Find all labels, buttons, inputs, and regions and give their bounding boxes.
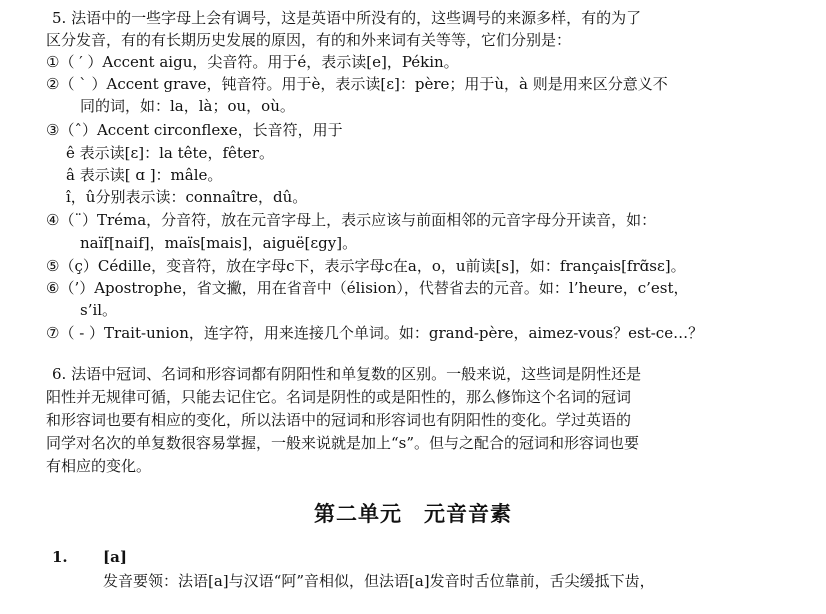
text-line: 有相应的变化。 (46, 457, 152, 475)
text-line: 同学对名次的单复数很容易掌握，一般来说就是加上“s”。但与之配合的冠词和形容词也要 (46, 434, 640, 452)
text-line: ê 表示读[ɛ]：la tête，fêter。 (66, 144, 274, 162)
text-line: 5. 法语中的一些字母上会有调号，这是英语中所没有的，这些调号的来源多样，有的为了 (52, 9, 642, 27)
item-description: 发音要领：法语[a]与汉语“阿”音相似，但法语[a]发音时舌位靠前，舌尖缓抵下齿， (103, 572, 655, 590)
text-line: ⑦（ - ）Trait-union，连字符，用来连接几个单词。如：grand-père，aimez-vous？est-ce…？ (46, 324, 704, 342)
item-number: 1. (52, 548, 68, 566)
text-line: ②（ ` ）Accent grave，钝音符。用于è，表示读[ɛ]：père；用于ù，à 则是用来区分意义不 (46, 75, 668, 93)
text-line: ①（ ′ ）Accent aigu，尖音符。用于é，表示读[e]，Pékin。 (46, 53, 459, 71)
item-heading: [a] (103, 548, 127, 566)
text-line: 同的词，如：la，là；ou，où。 (80, 97, 295, 115)
unit-title: 第二单元 元音音素 (314, 501, 512, 526)
text-line: 6. 法语中冠词、名词和形容词都有阴阳性和单复数的区别。一般来说，这些词是阴性还是 (52, 365, 642, 383)
text-line: ⑥（’）Apostrophe，省文撇，用在省音中（élision），代替省去的元音。如：l’heure，c’est， (46, 279, 689, 297)
text-line: s’il。 (80, 301, 118, 319)
text-line: ③（ˆ）Accent circonflexe，长音符，用于 (46, 121, 343, 139)
text-line: î，û分别表示读：connaître，dû。 (66, 188, 308, 206)
text-line: ⑤（ç）Cédille，变音符，放在字母c下，表示字母c在a，o，u前读[s]，如：français[frɑ̃sɛ]。 (46, 257, 686, 275)
text-line: ④（¨）Tréma，分音符，放在元音字母上，表示应该与前面相邻的元音字母分开读音，如： (46, 211, 657, 229)
text-line: 区分发音，有的有长期历史发展的原因，有的和外来词有关等等，它们分别是： (46, 31, 572, 49)
text-line: â 表示读[ ɑ ]：mâle。 (66, 166, 223, 184)
text-line: 和形容词也要有相应的变化，所以法语中的冠词和形容词也有阴阳性的变化。学过英语的 (46, 411, 632, 429)
text-line: 阳性并无规律可循，只能去记住它。名词是阴性的或是阳性的，那么修饰这个名词的冠词 (46, 388, 632, 406)
text-line: naïf[naif]，maïs[mais]，aiguë[ɛgy]。 (80, 234, 358, 252)
